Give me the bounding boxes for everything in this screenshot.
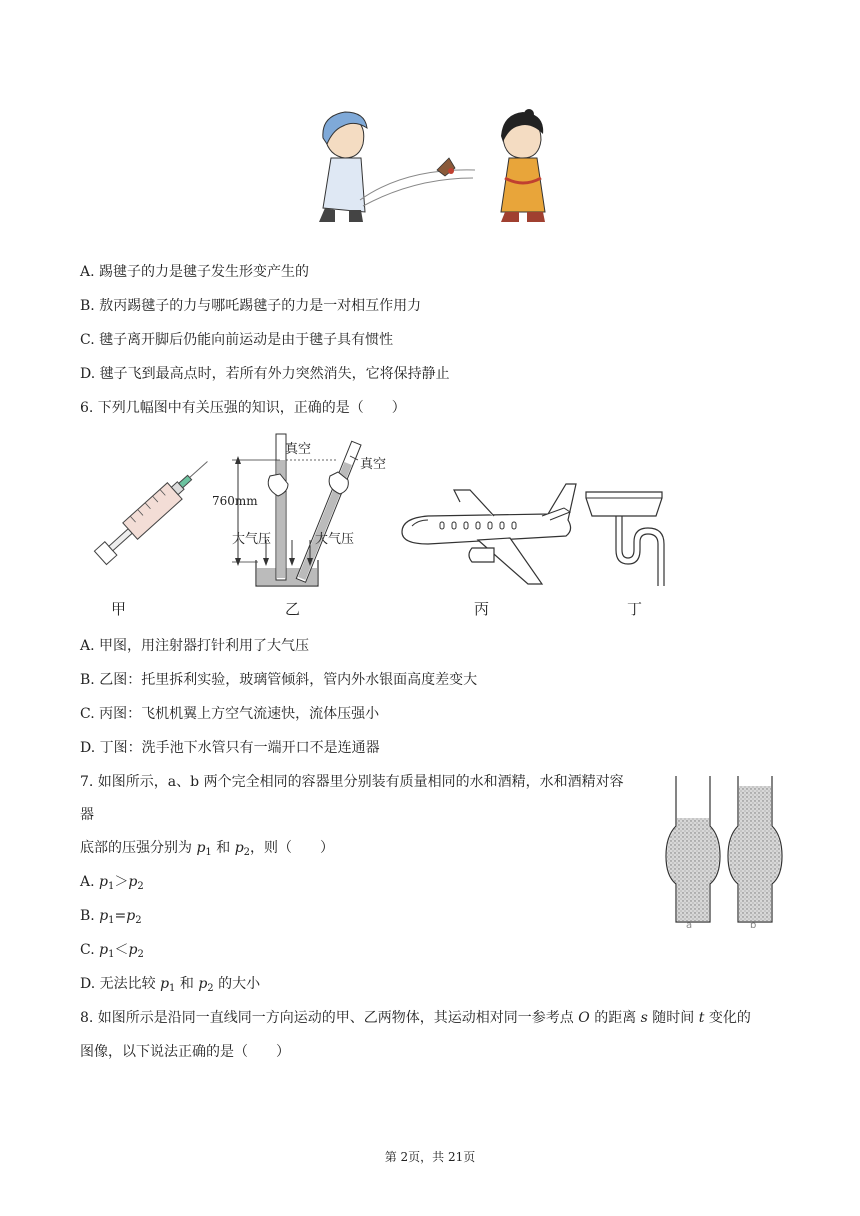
label-atm-1: 大气压 (232, 532, 272, 547)
caption-ding: 丁 (627, 600, 643, 618)
shuttlecock-illustration (305, 108, 555, 228)
label-vacuum-2: 真空 (360, 457, 387, 472)
page-footer: 第 2页，共 21页 (384, 1150, 476, 1164)
shuttlecock-icon (437, 158, 455, 176)
q7-stem-line-1: 7. 如图所示，a、b 两个完全相同的容器里分别装有质量相同的水和酒精，水和酒精对容 (80, 774, 624, 790)
q7-option-b: B. $p_1=p_2$ (80, 908, 142, 926)
q5-option-a: A. 踢毽子的力是毽子发生形变产生的 (80, 264, 310, 280)
q8-stem-line-1: 8. 如图所示是沿同一直线同一方向运动的甲、乙两物体，其运动相对同一参考点 O 的距离 s 随时间 t 变化的 (80, 1010, 751, 1026)
container-label-a: a (686, 920, 693, 931)
caption-jia: 甲 (111, 600, 127, 618)
syringe-figure (78, 440, 218, 590)
containers-figure (662, 772, 792, 937)
q6-stem: 6. 下列几幅图中有关压强的知识，正确的是（ ） (80, 400, 406, 416)
q7-option-a: A. $p_1>p_2$ (80, 874, 144, 892)
label-vacuum-1: 真空 (285, 442, 312, 457)
container-label-b: b (750, 920, 757, 931)
q7-stem-line-3: 底部的压强分别为 $p_1$ 和 $p_2$，则（ ） (80, 840, 335, 858)
q5-option-d: D. 毽子飞到最高点时，若所有外力突然消失，它将保持静止 (80, 366, 450, 382)
q6-option-c: C. 丙图：飞机机翼上方空气流速快，流体压强小 (80, 706, 380, 722)
q7-stem-line-2: 器 (80, 807, 94, 823)
label-atm-2: 大气压 (315, 532, 355, 547)
sink-drain-figure (582, 488, 672, 588)
caption-bing: 丙 (474, 600, 490, 618)
q7-option-c: C. $p_1<p_2$ (80, 942, 144, 960)
q5-option-b: B. 敖丙踢毽子的力与哪吒踢毽子的力是一对相互作用力 (80, 298, 422, 314)
q7-option-d: D. 无法比较 $p_1$ 和 $p_2$ 的大小 (80, 976, 261, 994)
q5-option-c: C. 毽子离开脚后仍能向前运动是由于毽子具有惯性 (80, 332, 394, 348)
q6-option-a: A. 甲图，用注射器打针利用了大气压 (80, 638, 310, 654)
q6-option-b: B. 乙图：托里拆利实验，玻璃管倾斜，管内外水银面高度差变大 (80, 672, 478, 688)
q8-stem-line-2: 图像，以下说法正确的是（ ） (80, 1044, 290, 1060)
airplane-figure (398, 480, 578, 590)
caption-yi: 乙 (285, 600, 301, 618)
right-character (501, 109, 545, 222)
label-760mm: 760mm (212, 494, 258, 508)
q6-option-d: D. 丁图：洗手池下水管只有一端开口不是连通器 (80, 740, 380, 756)
left-character (319, 112, 367, 222)
